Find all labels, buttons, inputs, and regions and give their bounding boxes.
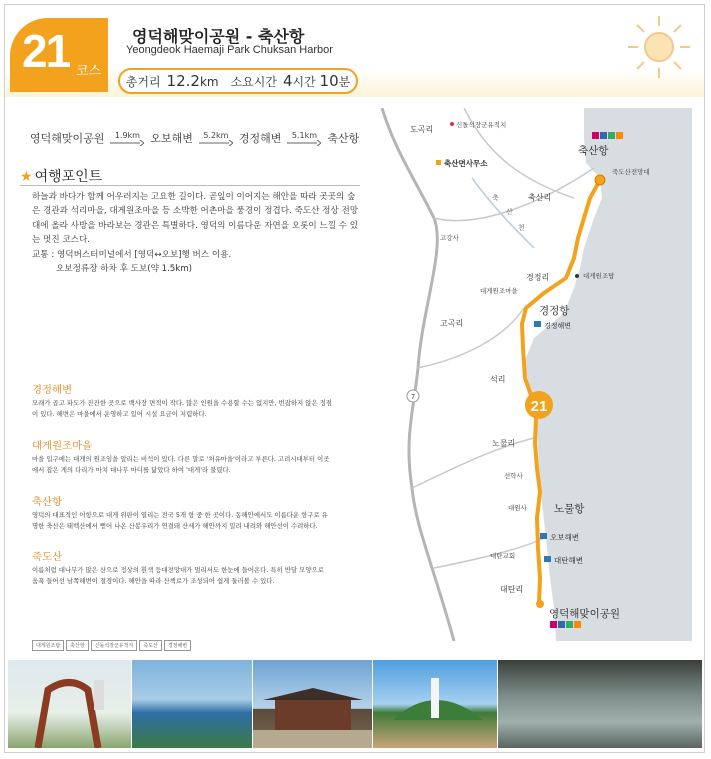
route-arrow	[109, 131, 145, 146]
distance-unit: km	[199, 75, 219, 89]
poi-name: 경정해변	[32, 384, 73, 396]
route-arrow	[286, 131, 322, 146]
distance-value: 12.2	[166, 72, 200, 90]
photo-monument	[8, 660, 131, 748]
legend-item: 경정해변	[164, 640, 191, 651]
road-number: 7	[410, 393, 416, 401]
legend-item: 죽도산	[139, 640, 162, 651]
village-label: 노물리	[492, 439, 516, 448]
place-label: 대게원조마을	[480, 287, 518, 295]
time-minutes-unit: 분	[338, 75, 351, 89]
transport-line: 교통 : 영덕버스터미널에서 [영덕↔오보]행 버스 이용.	[32, 250, 232, 260]
route-map	[374, 108, 692, 641]
course-title-korean: 영덕해맞이공원 - 축산항	[132, 27, 305, 46]
poi-desc: 마을 입구에는 대게의 원조임을 알리는 비석이 있다. 다른 말로 '처유마을'이라고 부른다. 고려시대부터 이곳에서 잡은 게의 다리가 마치 대나무 마디를 닮았다 하여 '대게'라 불렸다.	[32, 455, 330, 475]
time-label: 소요시간	[230, 74, 277, 89]
course-badge	[10, 18, 108, 92]
place-label: 대게원조탑	[583, 272, 615, 280]
arrow-icon	[199, 140, 233, 146]
time-minutes: 10	[319, 72, 339, 90]
poi-block	[32, 384, 332, 421]
intro-text: 하늘과 바다가 함께 어우러지는 고요한 길이다. 곧잎이 이어지는 해안을 따라 곳곳의 숲은 경관과 석리마을, 대게원조마을 등 소박한 어촌마을 풍경이 정겹다. 죽도산 정상 전망대에 올라 사방을 바라보는 경관은 특별하다. 영덕의 이름다운 자연을 오롯이 느낄 수 있는 멋진 코스다.	[32, 192, 359, 245]
legend-item: 축산항	[66, 640, 89, 651]
route-stop: 영덕해맞이공원	[30, 132, 105, 145]
course-title-english: Yeongdeok Haemaji Park Chuksan Harbor	[126, 44, 333, 56]
harbor-label: 축산항	[578, 145, 609, 157]
arrow-icon	[110, 140, 144, 146]
photo-shrine	[253, 660, 372, 748]
beach-label: 대탄해변	[554, 556, 583, 565]
route-arrow	[198, 131, 234, 146]
village-label: 경정리	[526, 273, 550, 282]
endpoint-label: 영덕해맞이공원	[549, 608, 621, 620]
poi-block	[32, 440, 332, 477]
photo-beach	[498, 660, 702, 748]
poi-block	[32, 496, 332, 533]
route-distance: 5.2km	[203, 130, 229, 140]
place-label: 축산면사무소	[444, 159, 488, 168]
legend-item: 신돌석장군유적지	[91, 640, 138, 651]
poi-name: 죽도산	[32, 551, 63, 563]
route-stop: 오보해변	[150, 132, 193, 145]
place-label: 선학사	[504, 472, 523, 480]
poi-name: 축산항	[32, 496, 63, 508]
time-hours-unit: 시간	[292, 75, 316, 89]
place-label: 죽도산전망대	[612, 168, 650, 176]
place-label: 신돌석장군유적지	[456, 121, 507, 129]
time-hours: 4	[282, 72, 293, 90]
photo-legend	[32, 640, 193, 651]
route-distance: 1.9km	[114, 130, 140, 140]
village-label: 대탄리	[500, 585, 524, 594]
village-label: 도곡리	[410, 125, 434, 134]
transport-info	[32, 248, 362, 276]
national-road	[382, 108, 454, 641]
travel-points-title: 여행포인트	[34, 169, 103, 185]
beach-label: 경정해변	[544, 322, 572, 330]
stream-label: 천	[518, 224, 525, 232]
course-unit: 코스	[76, 64, 102, 79]
route-stop: 축산항	[327, 132, 360, 145]
poi-desc: 영덕의 대표적인 어항으로 대게 위판이 열리는 전국 5개 항 중 한 곳이다. 동해안에서도 이름다운 항구로 유명한 축산은 태백산에서 뻗어 나온 산봉우리가 연결돼 산세가 해안까지 밀려 내려와 해안선이 수려하다.	[32, 511, 328, 531]
poi-block	[32, 551, 332, 588]
distance-label: 총거리	[125, 74, 161, 89]
course-stats	[118, 68, 358, 94]
place-label: 대탄교회	[490, 552, 516, 560]
travel-points-heading	[20, 166, 102, 186]
arrow-icon	[287, 140, 321, 146]
stream-label: 산	[506, 208, 513, 216]
village-label: 석리	[490, 375, 506, 384]
harbor-label: 경정항	[539, 305, 570, 317]
star-icon: ★	[20, 169, 33, 185]
poi-desc: 이름처럼 대나무가 많은 산으로 정상의 흰색 등대전망대가 멀리서도 한눈에 들어온다. 특히 반달 모양으로 움푹 들어선 남쪽해변이 절경이다. 해안을 따라 산책로가 조성되어 쉽게 둘러볼 수 있다.	[32, 566, 324, 586]
place-label: 대원사	[508, 504, 527, 512]
photo-strip	[8, 660, 703, 748]
poi-desc: 모래가 곱고 파도가 잔잔한 곳으로 백사장 면적이 작다. 많은 인원을 수용할 수는 없지만, 번잡하지 않은 정점이 있다. 해변은 마을에서 운영하고 있어 시설 요금이 저렴하다.	[32, 399, 332, 419]
route-badge: 21	[530, 398, 548, 415]
course-number: 21	[22, 25, 70, 77]
sun-illustration	[624, 12, 694, 82]
harbor-label: 노물항	[554, 503, 585, 515]
place-label: 고강사	[440, 234, 459, 242]
divider	[20, 185, 360, 186]
village-label: 축산리	[528, 193, 552, 202]
legend-item: 대게원조탑	[32, 640, 64, 651]
photo-harbor	[132, 660, 251, 748]
poi-name: 대게원조마을	[32, 440, 93, 452]
photo-lighthouse	[373, 660, 496, 748]
route-distance: 5.1km	[291, 130, 317, 140]
beach-label: 오보해변	[550, 533, 579, 542]
stream-label: 축	[492, 194, 499, 202]
route-summary	[30, 130, 359, 146]
route-stop: 경정해변	[238, 132, 282, 145]
village-label: 고곡리	[440, 319, 464, 328]
transport-line: 오보정류장 하차 후 도보(약 1.5km)	[56, 264, 192, 274]
